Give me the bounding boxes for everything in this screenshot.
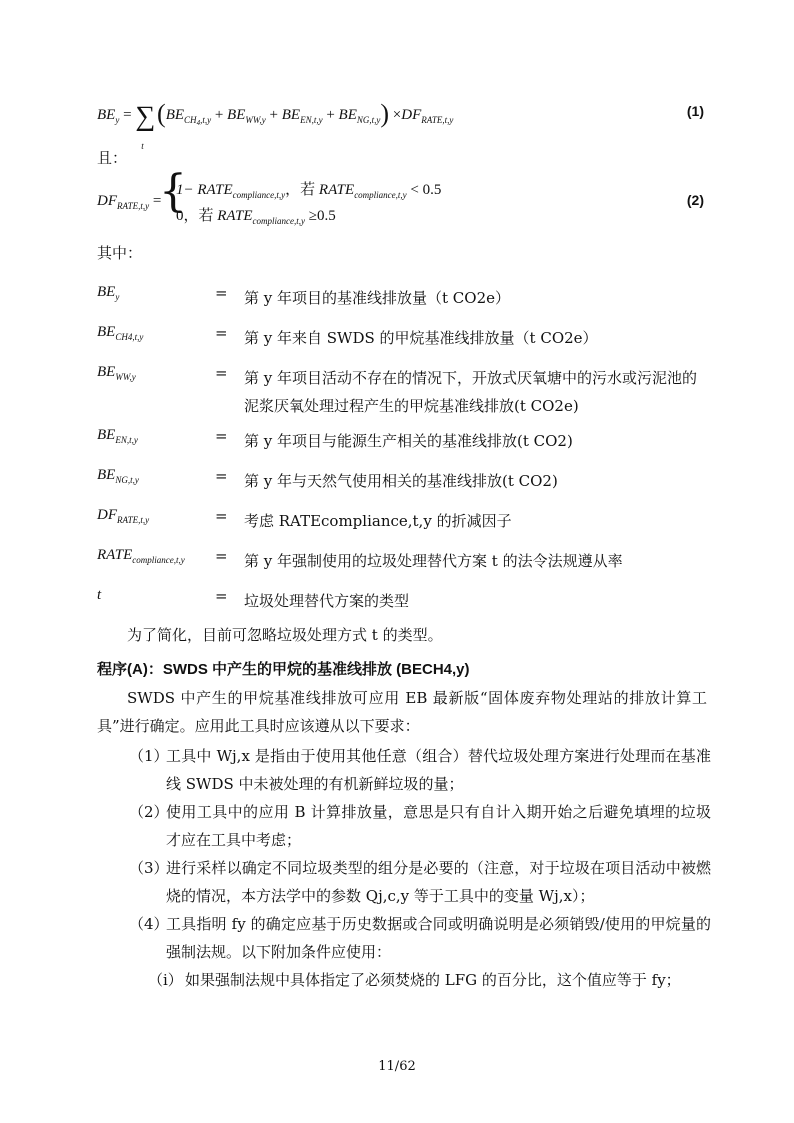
- equation-2-number: (2): [686, 192, 704, 208]
- eq1-term1-sub: CH: [184, 115, 197, 125]
- sum-subscript: t: [141, 141, 144, 151]
- def-equals: =: [215, 467, 228, 485]
- simplify-note: 为了简化，目前可忽略垃圾处理方式 t 的类型。: [127, 626, 443, 644]
- def-symbol: $BE_y$: [97, 284, 120, 302]
- list-item: [131, 854, 711, 910]
- eq2-case2-rel: ≥0.5: [305, 208, 336, 224]
- list-item: [131, 798, 711, 854]
- list-text: 工具中 Wj,x 是指由于使用其他任意（组合）替代垃圾处理方案进行处理而在基准线 SWDS 中未被处理的有机新鲜垃圾的量；: [166, 747, 711, 793]
- brace-symbol: {: [159, 166, 187, 217]
- and-label: 且：: [97, 149, 128, 167]
- eq2-case1-cond: ，若: [285, 182, 319, 198]
- eq1-factor: DF: [401, 107, 422, 123]
- def-text: 第 y 年来自 SWDS 的甲烷基准线排放量（t CO2e）: [244, 329, 598, 347]
- def-equals: =: [215, 427, 228, 445]
- eq2-case2-sub: compliance,t,y: [252, 216, 306, 226]
- def-symbol: $DF_{RATE,t,y}$: [97, 507, 150, 525]
- list-text: 工具指明 fy 的确定应基于历史数据或合同或明确说明是必须销毁/使用的甲烷量的强制法规。以下附加条件应使用：: [166, 915, 711, 961]
- def-equals: =: [215, 547, 228, 565]
- eq1-term1: BE: [165, 107, 185, 123]
- def-text: 第 y 年强制使用的垃圾处理替代方案 t 的法令法规遵从率: [244, 552, 623, 570]
- eq2-case2-var: RATE: [217, 208, 253, 224]
- def-equals: =: [215, 507, 228, 525]
- eq1-term4-sub: NG,t,y: [356, 115, 381, 125]
- list-number: （2）: [129, 803, 169, 821]
- def-equals: =: [215, 587, 228, 605]
- def-equals: =: [215, 284, 228, 302]
- eq2-lhs: DF: [97, 193, 117, 209]
- intro-paragraph: SWDS 中产生的甲烷基准线排放可应用 EB 最新版“固体废弃物处理站的排放计算工具”进行确定。应用此工具时应该遵从以下要求：: [97, 689, 707, 735]
- def-text: 第 y 年与天然气使用相关的基准线排放(t CO2): [244, 472, 558, 490]
- equation-1-number: (1): [686, 103, 704, 119]
- list-text: 进行采样以确定不同垃圾类型的组分是必要的（注意，对于垃圾在项目活动中被燃烧的情况，本方法学中的参数 Qj,c,y 等于工具中的变量 Wj,x）；: [166, 859, 711, 905]
- sub-list-number: （i）: [148, 971, 183, 989]
- eq1-term2: BE: [227, 107, 246, 123]
- def-text: 第 y 年项目与能源生产相关的基准线排放(t CO2): [244, 432, 573, 450]
- def-text: 考虑 RATEcompliance,t,y 的折减因子: [244, 512, 512, 530]
- eq2-case1-cond-sub: compliance,t,y: [354, 190, 407, 200]
- def-text: 第 y 年项目的基准线排放量（t CO2e）: [244, 289, 511, 307]
- list-item: [131, 910, 711, 966]
- eq1-term4: BE: [338, 107, 357, 123]
- eq1-lhs-sub: y: [115, 115, 120, 125]
- eq2-case1-rel: < 0.5: [406, 182, 442, 198]
- def-symbol: $RATE_{compliance,t,y}$: [97, 547, 185, 565]
- eq2-case1-sub: compliance,t,y: [232, 190, 286, 200]
- def-equals: =: [215, 364, 228, 382]
- list-text: 使用工具中的应用 B 计算排放量，意思是只有自计入期开始之后避免填埋的垃圾才应在工具中考虑；: [166, 803, 711, 849]
- def-symbol: $BE_{WW,y}$: [97, 364, 136, 382]
- eq2-case2-expr: 0，若: [176, 208, 218, 224]
- sub-list-text: 如果强制法规中具体指定了必须焚烧的 LFG 的百分比，这个值应等于 fy；: [185, 971, 681, 989]
- equation-1: $BE_y$ = ∑ t $(BE_{CH_4,t,y} + BE_{WW,y} + BE_{EN,t,y} + BE_{NG,t,y}) \times DF_{RATE,t,y}$: [97, 99, 454, 151]
- eq1-term2-sub: WW,y: [245, 115, 266, 125]
- where-label: 其中：: [97, 244, 143, 262]
- sub-list-item: [150, 966, 710, 994]
- list-number: （1）: [129, 747, 169, 765]
- eq1-term3: BE: [281, 107, 301, 123]
- section-heading: 程序(A)：SWDS 中产生的甲烷的基准线排放 (BECH4,y): [97, 661, 470, 678]
- def-symbol: $BE_{CH4,t,y}$: [97, 324, 144, 342]
- list-item: [131, 742, 711, 798]
- def-symbol: $BE_{EN,t,y}$: [97, 427, 138, 445]
- eq1-factor-sub: RATE,t,y: [421, 115, 454, 125]
- equation-2: $DF_{RATE,t,y}$ = { $1- RATE_{compliance,t,y}$，若 $RATE_{compliance,t,y} < 0.5$ 0，若 $RATE_{compliance,t,y} \ge 0.5$: [97, 166, 442, 226]
- def-text: 垃圾处理替代方案的类型: [244, 592, 410, 610]
- page-number: 11/62: [378, 1059, 416, 1074]
- def-symbol: t: [97, 587, 102, 603]
- def-equals: =: [215, 324, 228, 342]
- eq2-case1-var: RATE: [318, 182, 355, 198]
- def-symbol: $BE_{NG,t,y}$: [97, 467, 139, 485]
- list-number: （4）: [129, 915, 169, 933]
- eq2-case1-expr: 1− RATE: [176, 182, 233, 198]
- eq2-lhs-sub: RATE,t,y: [117, 201, 150, 211]
- eq1-term3-sub: EN,t,y: [300, 115, 323, 125]
- eq1-term1-sub3: ,t,y: [200, 115, 212, 125]
- eq1-lhs: BE: [97, 107, 116, 123]
- list-number: （3）: [129, 859, 169, 877]
- def-text: 第 y 年项目活动不存在的情况下，开放式厌氧塘中的污水或污泥池的泥浆厌氧处理过程产生的甲烷基准线排放(t CO2e): [244, 369, 698, 415]
- eq1-term1-sub2: 4: [196, 119, 201, 127]
